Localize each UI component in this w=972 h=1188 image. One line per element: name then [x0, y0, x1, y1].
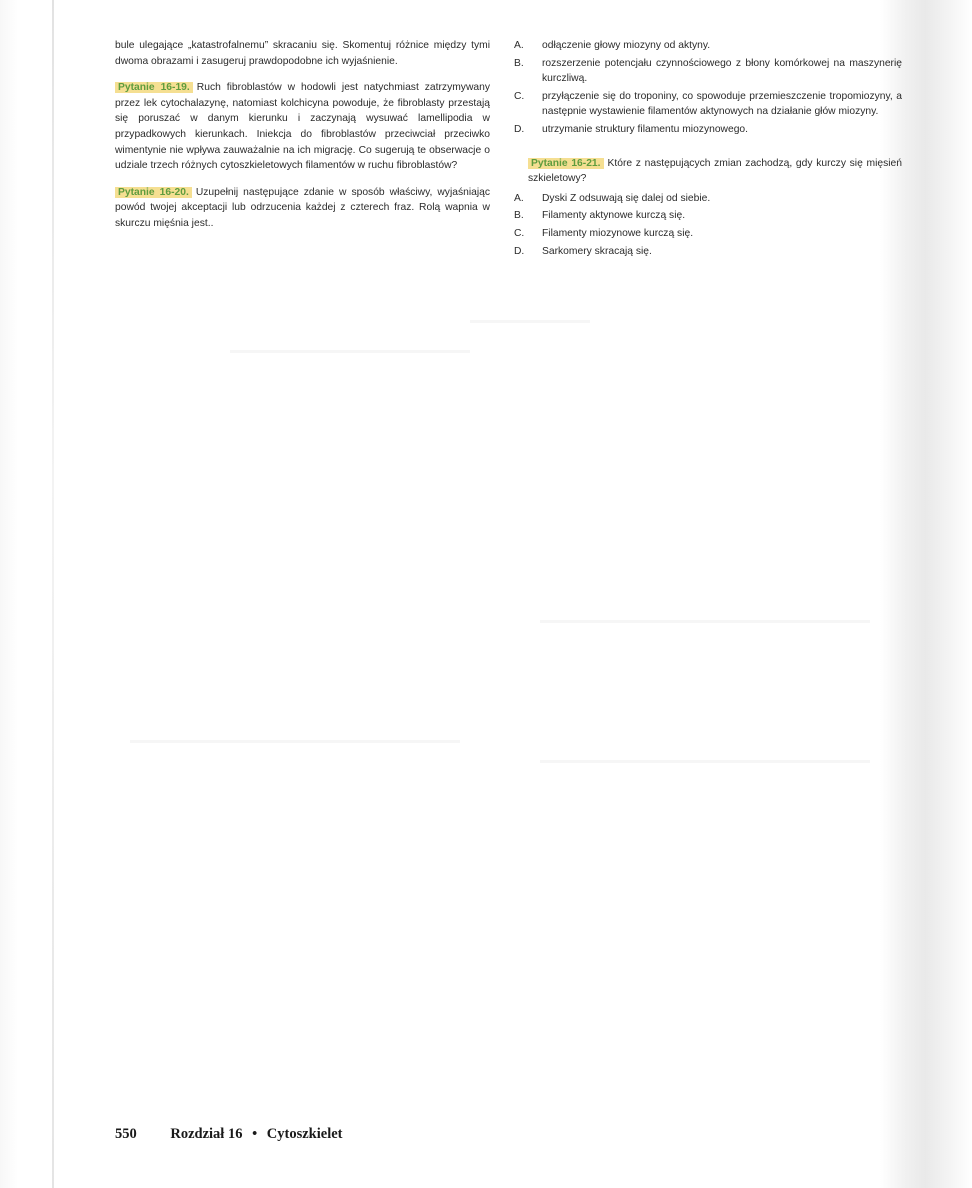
chapter-title: Rozdział 16	[170, 1126, 243, 1142]
question-text: Które z następujących zmian zachodzą, gdy kurczy się mięsień szkieletowy?	[528, 157, 902, 185]
footer-bullet: •	[252, 1126, 258, 1142]
question-16-20	[115, 185, 490, 232]
question-text: Ruch fibroblastów w hodowli jest natychmiast zatrzymywany przez lek cytochalazynę, natomiast kolchicyna powoduje, że fibroblasty przestają się poruszać w danym kierunku i zaczynają wysuwać lamellipodia w przypadkowych kierunkach. Iniekcja do fibroblastów przeciwciał przeciwko wimentynie nie wpływa zauważalnie na ich migrację. Co sugerują te obserwacje o udziale trzech różnych cytoszkieletowych filamentów w ruchu fibroblastów?	[115, 82, 490, 172]
option-item: B. rozszerzenie potencjału czynnościowego z błony komórkowej na maszynerię kurczliwą.	[514, 57, 902, 85]
section-title: Cytoszkielet	[266, 1126, 343, 1142]
question-label: Pytanie 16-20.	[115, 187, 192, 198]
option-item: B. Filamenty aktynowe kurczą się.	[514, 210, 686, 222]
q20-options-list	[514, 38, 902, 138]
show-through-mark	[470, 320, 590, 323]
right-column	[514, 38, 902, 261]
show-through-mark	[540, 620, 870, 623]
show-through-mark	[130, 740, 460, 743]
question-text: Uzupełnij następujące zdanie w sposób właściwy, wyjaśniając powód twojej akceptacji lub odrzucenia każdej z czterech fraz. Rolą wapnia w skurczu mięśnia jest..	[115, 186, 491, 229]
question-label: Pytanie 16-21.	[528, 158, 604, 169]
show-through-mark	[230, 350, 470, 353]
option-item: A. odłączenie głowy miozyny od aktyny.	[514, 40, 711, 51]
left-column	[115, 38, 490, 243]
option-item: D. utrzymanie struktury filamentu miozynowego.	[514, 123, 749, 135]
page-footer	[115, 1126, 343, 1143]
question-16-19	[115, 80, 490, 174]
option-item: A. Dyski Z odsuwają się dalej od siebie.	[514, 192, 711, 204]
option-item: C. przyłączenie się do troponiny, co spowoduje przemieszczenie tropomiozyny, a następnie wystawienie filamentów aktynowych na działanie głów miozyny.	[514, 90, 902, 118]
question-label: Pytanie 16-19.	[115, 82, 193, 93]
q21-options-list	[514, 191, 902, 259]
option-item: C. Filamenty miozynowe kurczą się.	[514, 227, 694, 239]
option-item: D. Sarkomery skracają się.	[514, 245, 652, 257]
show-through-mark	[540, 760, 870, 763]
intro-paragraph: bule ulegające „katastrofalnemu” skracaniu się. Skomentuj różnice między tymi dwoma obrazami i zasugeruj prawdopodobne ich wyjaśnienie.	[115, 40, 490, 67]
page-number: 550	[115, 1126, 137, 1142]
page-spine-shadow	[52, 0, 54, 1188]
question-16-21	[528, 156, 902, 187]
